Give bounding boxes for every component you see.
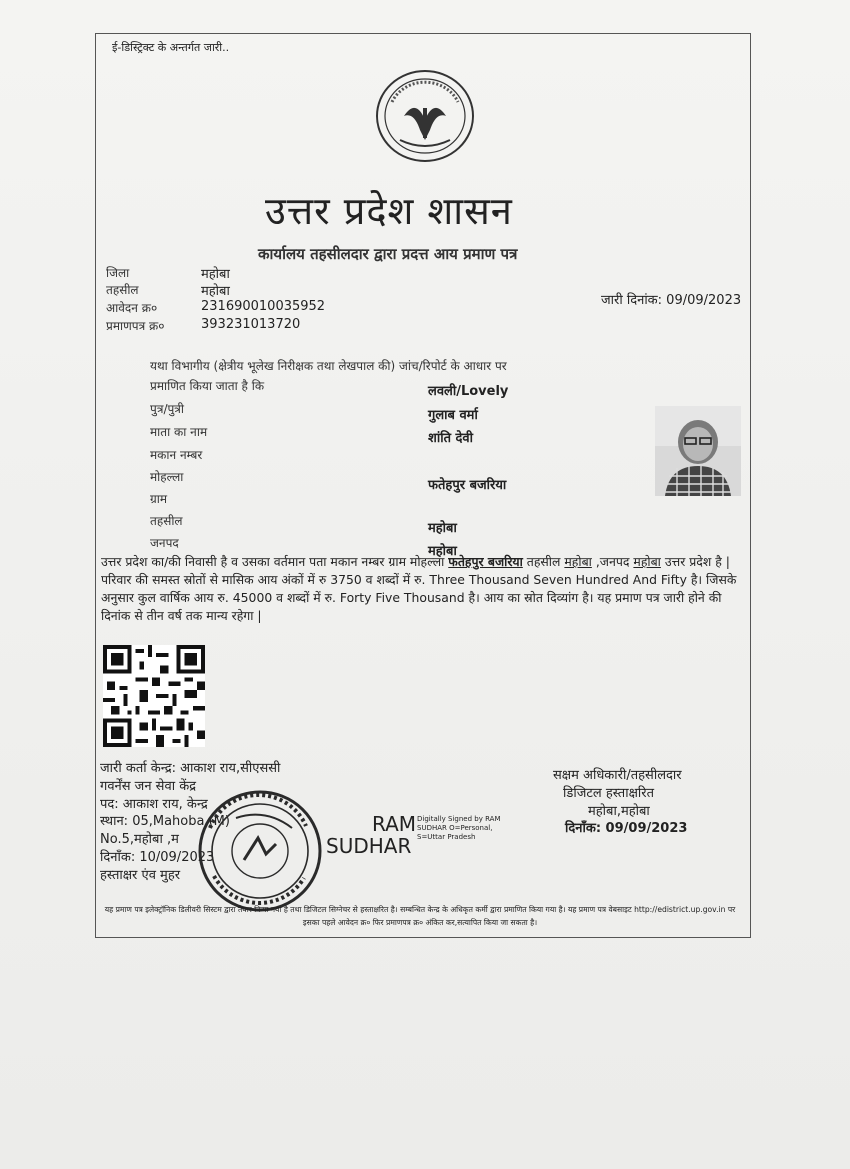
para-part-1: उत्तर प्रदेश का/की निवासी है व उसका वर्तमान पता मकान नम्बर ग्राम मोहल्ला bbox=[101, 554, 445, 569]
body-tehsil-label: तहसील bbox=[150, 514, 183, 528]
mohalla-label: मोहल्ला bbox=[150, 470, 184, 484]
district-label: जिला bbox=[106, 266, 130, 280]
person-photo-icon bbox=[655, 406, 741, 496]
certificate-subtitle: कार्यालय तहसीलदार द्वारा प्रदत्त आय प्रमाण पत्र bbox=[258, 245, 518, 263]
authority-line-1: सक्षम अधिकारी/तहसीलदार bbox=[553, 768, 682, 783]
certified-text: प्रमाणित किया जाता है कि bbox=[150, 379, 265, 393]
top-note: ई-डिस्ट्रिक्ट के अन्तर्गत जारी.. bbox=[112, 41, 230, 54]
authority-line-2: डिजिटल हस्ताक्षरित bbox=[563, 786, 654, 801]
para-part-2: तहसील bbox=[526, 554, 561, 569]
mother-label: माता का नाम bbox=[150, 425, 208, 439]
qr-code bbox=[103, 645, 205, 747]
issuer-center: जारी कर्ता केन्द्र: आकाश राय,सीएससी bbox=[100, 761, 281, 776]
signature-big-1: RAM bbox=[372, 812, 417, 836]
issuer-date: दिनाँक: 10/09/2023 bbox=[100, 850, 215, 865]
father-name: गुलाब वर्मा bbox=[428, 408, 478, 423]
footer-note: यह प्रमाण पत्र इलेक्ट्रॉनिक डिलीवरी सिस्टम द्वारा तैयार किया गया है तथा डिजिटल सिग्नेचर से हस्ताक्षरित है। सम्बन्धित केन्द्र के अधिकृत कर्मी द्वारा प्रमाणित किया गया है। यह प्रमाण पत्र वेबसाइट http://edistrict.up.gov.in पर इसका पहले आवेदन क्र० फिर प्रमाणपत्र क्र० अंकित कर,सत्यापित किया जा सकता है। bbox=[104, 905, 736, 927]
up-government-emblem-icon bbox=[374, 68, 476, 164]
page-title: उत्तर प्रदेश शासन bbox=[265, 189, 513, 233]
issuer-sign: हस्ताक्षर एंव मुहर bbox=[100, 868, 181, 883]
body-district-value: महोबा bbox=[428, 544, 457, 559]
issuer-post: पद: आकाश राय, केन्द्र bbox=[100, 797, 208, 812]
round-seal-stamp-icon bbox=[196, 788, 324, 914]
application-label: आवेदन क्र० bbox=[106, 301, 158, 315]
signature-big-2: SUDHAR bbox=[326, 834, 412, 858]
issue-date: जारी दिनांक: 09/09/2023 bbox=[601, 293, 742, 308]
holder-name: लवली/Lovely bbox=[428, 384, 509, 399]
certificate-number: 393231013720 bbox=[201, 317, 301, 332]
village-label: ग्राम bbox=[150, 492, 168, 506]
house-label: मकान नम्बर bbox=[150, 448, 203, 462]
issuer-place: स्थान: 05,Mahoba (M) bbox=[100, 814, 230, 829]
signature-small-3: S=Uttar Pradesh bbox=[417, 833, 476, 841]
intro-text: यथा विभागीय (क्षेत्रीय भूलेख निरीक्षक तथा लेखपाल की) जांच/रिपोर्ट के आधार पर bbox=[150, 359, 507, 373]
para-tehsil: महोबा bbox=[564, 554, 592, 569]
certificate-label: प्रमाणपत्र क्र० bbox=[106, 319, 165, 333]
body-tehsil-value: महोबा bbox=[428, 521, 457, 536]
tehsil-label: तहसील bbox=[106, 283, 139, 297]
issuer-address: No.5,महोबा ,म bbox=[100, 832, 179, 847]
applicant-photo bbox=[655, 406, 741, 496]
mother-name: शांति देवी bbox=[428, 431, 474, 446]
body-district-label: जनपद bbox=[150, 536, 179, 550]
application-number: 231690010035952 bbox=[201, 299, 326, 314]
signature-small-2: SUDHAR O=Personal, bbox=[417, 824, 493, 832]
signature-small-1: Digitally Signed by RAM bbox=[417, 815, 501, 823]
authority-date: दिनाँक: 09/09/2023 bbox=[565, 821, 688, 836]
authority-line-3: महोबा,महोबा bbox=[588, 804, 650, 819]
issuer-center-2: गवर्नेंस जन सेवा केंद्र bbox=[100, 779, 197, 794]
son-daughter-label: पुत्र/पुत्री bbox=[150, 402, 185, 416]
para-district: महोबा bbox=[633, 554, 661, 569]
certificate-paragraph bbox=[101, 553, 746, 625]
district-value: महोबा bbox=[201, 267, 230, 282]
tehsil-value: महोबा bbox=[201, 284, 230, 299]
para-mohalla: फतेहपुर बजरिया bbox=[448, 554, 523, 569]
para-part-4: उत्तर प्रदेश है | परिवार की समस्त स्रोतों से मासिक आय अंकों में रु 3750 व शब्दों में रु. Three Thousand Seven Hundred And Fifty है। जिसके अनुसार कुल वार्षिक आय रु. 45000 व शब्दों में रु. Forty Five Thousand है। आय का स्रोत दिव्यांग है। यह प्रमाण पत्र जारी होने की दिनांक से तीन वर्ष तक मान्य रहेगा | bbox=[101, 554, 737, 623]
para-part-3: ,जनपद bbox=[595, 554, 630, 569]
mohalla-value: फतेहपुर बजरिया bbox=[428, 478, 507, 493]
